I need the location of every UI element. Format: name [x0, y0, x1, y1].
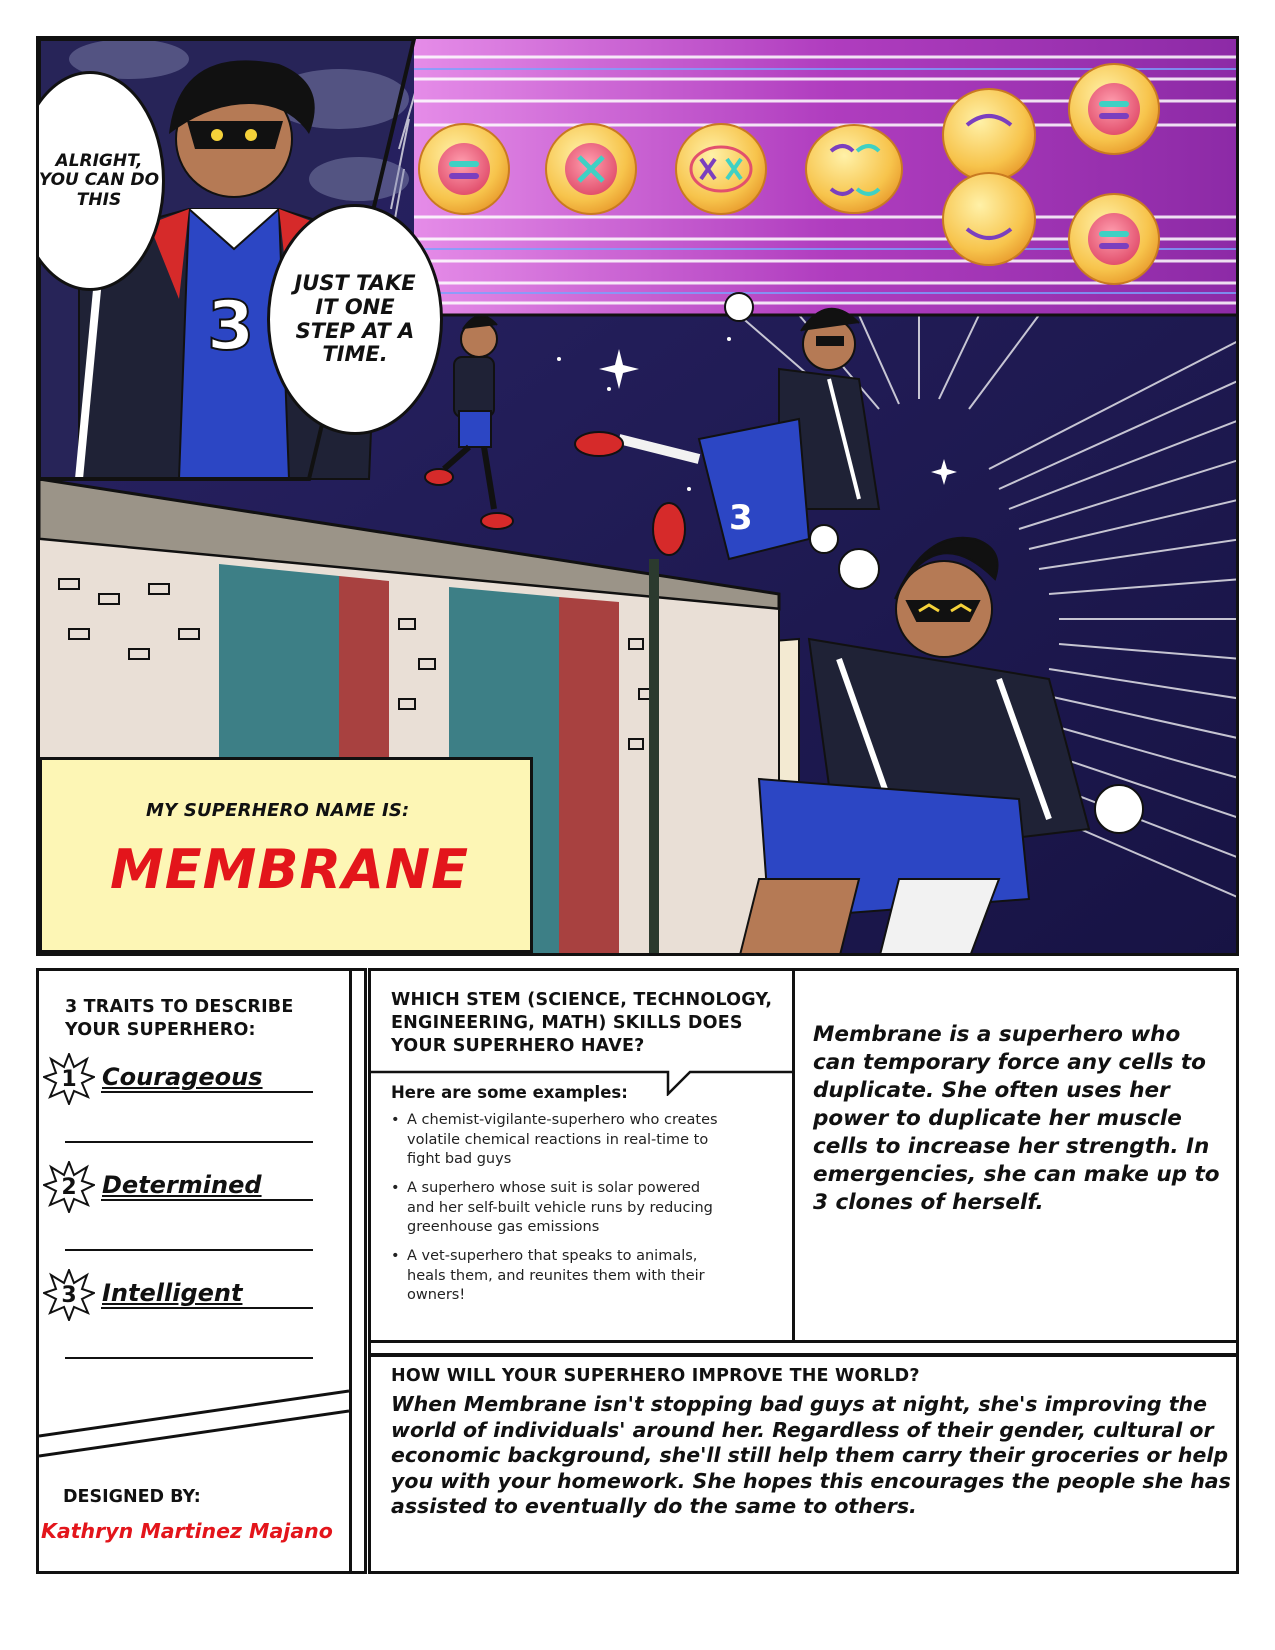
trait-value-2: Determined: [102, 1171, 262, 1199]
trait-underline-3: [101, 1307, 313, 1309]
cell-6: [1069, 64, 1159, 154]
cell-2: [546, 124, 636, 214]
trait-number-3: 3: [61, 1282, 77, 1308]
traits-title: 3 TRAITS TO DESCRIBE YOUR SUPERHERO:: [65, 997, 294, 1040]
example-text-1: A chemist-vigilante-superhero who creates volatile chemical reactions in real-time to fight bad guys: [407, 1112, 718, 1167]
stem-answer: Membrane is a superhero who can temporary force any cells to duplicate. She often uses her power to duplicate her muscle cells to increase her strength. In emergencies, she can make up to 3 clones of herself.: [813, 1022, 1220, 1215]
trait-value-1: Courageous: [102, 1063, 263, 1091]
cell-7: [1069, 194, 1159, 284]
example-text-2: A superhero whose suit is solar powered and her self-built vehicle runs by reducing greenhouse gas emissions: [407, 1180, 713, 1235]
example-text-3: A vet-superhero that speaks to animals, heals them, and reunites them with their owners!: [407, 1248, 705, 1303]
trait-number-1: 1: [61, 1066, 77, 1092]
blank-line-1: [65, 1141, 313, 1143]
bullet-icon: •: [391, 1180, 400, 1196]
designer-name: Kathryn Martinez Majano: [41, 1519, 333, 1543]
stem-answer-box: [792, 968, 1239, 1344]
bullet-icon: •: [391, 1112, 400, 1128]
example-item: [391, 1247, 721, 1306]
blank-line-3: [65, 1357, 313, 1359]
cell-1: [419, 124, 509, 214]
designed-by-label: DESIGNED BY:: [63, 1487, 201, 1507]
trait-number-2: 2: [61, 1174, 77, 1200]
bullet-icon: •: [391, 1248, 400, 1264]
traits-panel: [36, 968, 352, 1574]
blank-line-2: [65, 1249, 313, 1251]
improve-world-box: [368, 1354, 1239, 1574]
trait-underline-1: [101, 1091, 313, 1093]
superhero-name-value: MEMBRANE: [110, 838, 469, 901]
examples-title: Here are some examples:: [391, 1083, 628, 1102]
cell-4: [806, 125, 902, 213]
slanted-divider: [39, 1381, 349, 1461]
jersey-number-small: 3: [729, 498, 753, 538]
example-item: [391, 1179, 721, 1238]
trait-value-3: Intelligent: [102, 1279, 243, 1307]
cell-division-band: [414, 39, 1239, 315]
speech-bubble-1-text: ALRIGHT, YOU CAN DO THIS: [38, 151, 160, 210]
stem-question-box: [368, 968, 795, 1344]
superhero-name-label: MY SUPERHERO NAME IS:: [146, 800, 410, 821]
superhero-name-box: [39, 757, 533, 953]
improve-world-answer: When Membrane isn't stopping bad guys at night, she's improving the world of individuals' around her. Regardless of their gender, cultural or economic background, she'll still help them carry their groceries or help you with your homework. She hopes this encourages the people she has assisted to eventually do the same to others.: [391, 1392, 1231, 1518]
comic-panel: [36, 36, 1239, 956]
stem-question: WHICH STEM (SCIENCE, TECHNOLOGY, ENGINEERING, MATH) SKILLS DOES YOUR SUPERHERO HAVE?: [391, 990, 773, 1056]
cell-3: [676, 124, 766, 214]
improve-world-question: HOW WILL YOUR SUPERHERO IMPROVE THE WORLD?: [391, 1366, 920, 1386]
speech-bubble-2: [267, 204, 443, 435]
speech-bubble-2-text: JUST TAKE IT ONE STEP AT A TIME.: [294, 271, 416, 367]
trait-underline-2: [101, 1199, 313, 1201]
column-gutter: [352, 968, 367, 1574]
example-item: [391, 1111, 721, 1170]
jersey-number: 3: [207, 287, 255, 366]
